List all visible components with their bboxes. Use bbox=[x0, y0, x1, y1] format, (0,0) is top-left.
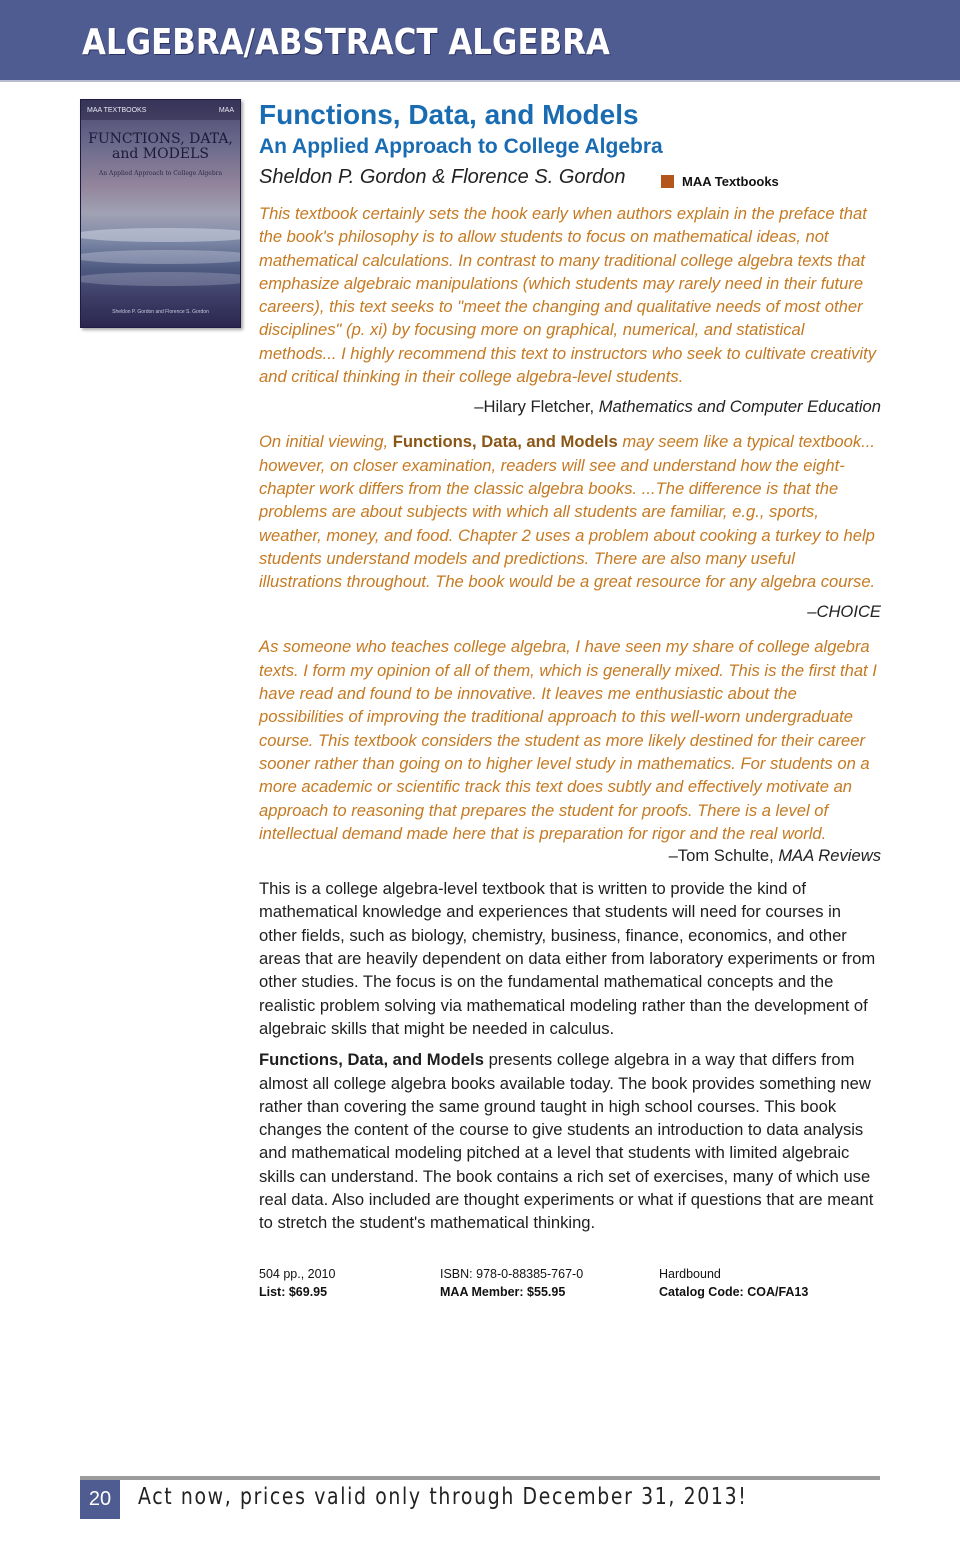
review-attribution bbox=[259, 845, 881, 867]
review-text: may seem like a typical textbook... however, on closer examination, readers will see and understand how the eight-chapter work differs from the classic algebra books. ...The difference is that the problems are about subjects with which all students are familiar, e.g., sports, weather, money, and food. Chapter 2 uses a problem about cooking a turkey to help students understand models and predictions. There are also many useful illustrations throughout. The book would be a great resource for any algebra course. bbox=[259, 432, 876, 592]
review-book-title: Functions, Data, and Models bbox=[392, 432, 618, 452]
reviewer-name: –Hilary Fletcher, bbox=[474, 397, 599, 417]
cover-subtitle: An Applied Approach to College Algebra bbox=[98, 170, 223, 177]
header-divider bbox=[0, 80, 960, 82]
review-attribution bbox=[259, 396, 881, 418]
book-subtitle: An Applied Approach to College Algebra bbox=[259, 135, 663, 158]
isbn: ISBN: 978-0-88385-767-0 bbox=[440, 1267, 584, 1281]
series-square-icon bbox=[661, 175, 674, 188]
description-book-title: Functions, Data, and Models bbox=[259, 1050, 484, 1070]
cover-title-line1: FUNCTIONS, DATA, bbox=[88, 131, 233, 147]
book-authors: Sheldon P. Gordon & Florence S. Gordon bbox=[259, 166, 626, 188]
cover-title bbox=[81, 132, 240, 162]
page-count: 504 pp., 2010 bbox=[259, 1267, 336, 1281]
list-price: List: $69.95 bbox=[259, 1285, 328, 1299]
book-cover-image bbox=[80, 99, 241, 328]
book-entry bbox=[259, 98, 881, 1235]
review-publication: MAA Reviews bbox=[778, 846, 881, 866]
cover-publisher-logo: MAA bbox=[218, 106, 234, 114]
series-label: MAA Textbooks bbox=[682, 174, 779, 189]
specs-column bbox=[440, 1265, 583, 1301]
review-publication: –CHOICE bbox=[807, 602, 881, 622]
cover-wave bbox=[80, 272, 241, 286]
binding: Hardbound bbox=[659, 1267, 721, 1281]
cover-top-bar bbox=[81, 100, 240, 120]
page-number: 20 bbox=[80, 1480, 120, 1519]
section-title: ALGEBRA/ABSTRACT ALGEBRA bbox=[82, 22, 610, 63]
review-publication: Mathematics and Computer Education bbox=[598, 397, 881, 417]
description-paragraph: This is a college algebra-level textbook that is written to provide the kind of mathematical knowledge and experiences that students will need for courses in other fields, such as biology, chemistry, business, finance, economics, and other areas that are heavily dependent on data either from laboratory experiments or from other studies. The focus is on the fundamental mathematical concepts and the realistic problem solving via mathematical modeling rather than the development of algebraic skills that might be needed in calculus. bbox=[259, 879, 876, 1038]
review-quote bbox=[259, 430, 881, 593]
review-quote: As someone who teaches college algebra, I have seen my share of college algebra texts. I form my opinion of all of them, which is generally mixed. This is the first that I have read and found to be innovative. It leaves me enthusiastic about the possibilities of improving the traditional approach to this well-worn undergraduate course. This textbook considers the student as more likely destined for their career sooner rather than going on to higher level study in mathematics. For students on a more academic or scientific track this text does subtly and effectively motivate an approach to reasoning that prepares the student for proofs. There is a level of intellectual demand made here that is preparation for rigor and the real world. bbox=[259, 637, 877, 843]
specs-column bbox=[259, 1265, 335, 1301]
cover-title-line2: and MODELS bbox=[112, 146, 209, 162]
author-row bbox=[259, 164, 881, 196]
review-text: On initial viewing, bbox=[259, 432, 393, 452]
cover-wave bbox=[80, 228, 241, 242]
review-quote: This textbook certainly sets the hook early when authors explain in the preface that the book's philosophy is to allow students to focus on mathematical ideas, not mathematical calculations. In contrast to many traditional college algebra texts that emphasize algebraic manipulations (which students may rarely need in their future careers), this text seeks to "meet the changing and qualitative needs of most other disciplines" (p. xi) by focusing more on graphical, numerical, and statistical methods... I highly recommend this text to instructors who seek to cultivate creativity and critical thinking in their college algebra-level students. bbox=[259, 204, 876, 387]
footer-divider bbox=[80, 1476, 880, 1480]
specs-column bbox=[659, 1265, 808, 1301]
catalog-code: Catalog Code: COA/FA13 bbox=[659, 1285, 809, 1299]
cover-authors: Sheldon P. Gordon and Florence S. Gordon bbox=[112, 309, 209, 315]
book-title: Functions, Data, and Models bbox=[259, 99, 639, 130]
cover-wave bbox=[80, 250, 241, 264]
footer-promo: Act now, prices valid only through December 31, 2013! bbox=[138, 1484, 748, 1510]
section-header-band bbox=[0, 0, 960, 80]
cover-series-label: MAA TEXTBOOKS bbox=[87, 106, 147, 114]
series-tag bbox=[661, 174, 779, 189]
description-paragraph bbox=[259, 1048, 881, 1234]
reviewer-name: –Tom Schulte, bbox=[668, 846, 779, 866]
description-text: presents college algebra in a way that differs from almost all college algebra books available today. The book provides something new rather than covering the same ground taught in high school courses. This book changes the content of the course to give students an introduction to data analysis and mathematical modeling pitched at a level that students with limited algebraic skills can understand. The book contains a rich set of exercises, many of which use real data. Also included are thought experiments or what if questions that are meant to stretch the student's mathematical thinking. bbox=[259, 1050, 874, 1233]
member-price: MAA Member: $55.95 bbox=[440, 1285, 566, 1299]
review-attribution bbox=[259, 601, 881, 623]
